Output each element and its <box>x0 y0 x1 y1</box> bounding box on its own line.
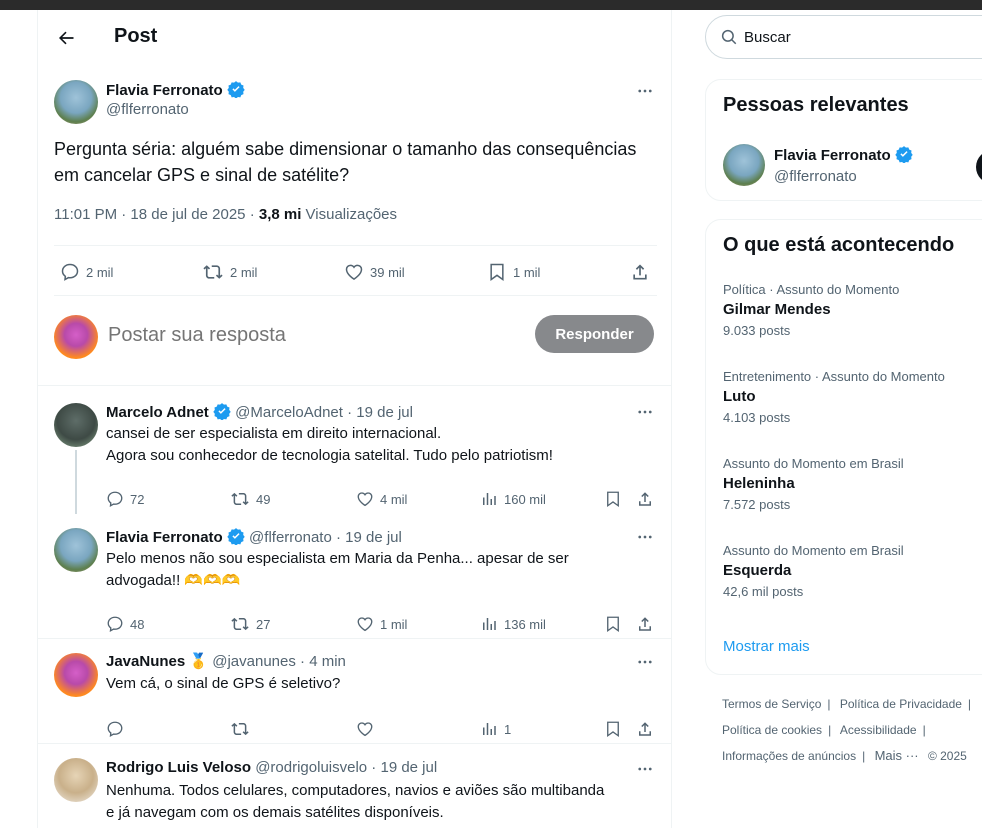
verified-badge-icon <box>227 80 245 98</box>
bookmark-icon <box>604 490 622 508</box>
heart-icon <box>356 490 374 508</box>
thread-line <box>75 450 77 514</box>
views-label: Visualizações <box>301 206 398 223</box>
trend-title: Esquerda <box>723 562 792 579</box>
trend-title: Gilmar Mendes <box>723 301 831 318</box>
reply-action[interactable] <box>60 262 113 282</box>
like-action[interactable] <box>344 262 405 282</box>
reply-text-line: Pelo menos não sou especialista em Maria da Penha... apesar de ser <box>106 550 569 567</box>
bookmark-action[interactable] <box>604 490 622 508</box>
trend-count: 4.103 posts <box>723 410 791 425</box>
avatar[interactable] <box>54 758 98 802</box>
reply-text-line: Agora sou conhecedor de tecnologia satelital. Tudo pelo patriotism! <box>106 447 553 464</box>
like-action[interactable] <box>356 615 407 633</box>
share-icon <box>636 615 654 633</box>
reply-icon <box>106 615 124 633</box>
trend-context: Assunto do Momento em Brasil <box>723 543 904 558</box>
author-name[interactable]: Flavia Ferronato <box>106 82 223 99</box>
trend-count: 42,6 mil posts <box>723 584 804 599</box>
like-count: 4 mil <box>380 491 408 507</box>
medal-badge-icon: 🥇 <box>189 653 209 670</box>
reply-count: 48 <box>130 616 145 632</box>
repost-icon <box>230 615 250 633</box>
share-action[interactable] <box>636 720 654 738</box>
footer-separator: | <box>862 749 866 763</box>
views-count: 1 <box>504 721 512 737</box>
repost-count: 49 <box>256 491 271 507</box>
footer-more-link[interactable]: Mais ··· <box>874 748 919 763</box>
footer-separator: | <box>828 723 832 737</box>
share-icon <box>636 490 654 508</box>
reply-date[interactable]: · 19 de jul <box>331 529 402 546</box>
footer-cookies-link[interactable]: Política de cookies <box>722 723 823 737</box>
repost-icon <box>230 490 250 508</box>
post-meta <box>54 206 397 223</box>
window-top-bar <box>0 0 982 10</box>
avatar[interactable] <box>54 80 98 124</box>
reply-header <box>106 759 437 776</box>
reply-text-line: e já navegam com os demais satélites disponíveis. <box>106 804 444 821</box>
repost-count: 2 mil <box>230 264 258 280</box>
verified-badge-icon <box>895 145 913 163</box>
views-action[interactable] <box>480 490 546 508</box>
reply-date[interactable]: · 19 de jul <box>342 404 413 421</box>
repost-action[interactable] <box>202 262 257 282</box>
views-chart-icon <box>480 490 498 508</box>
bookmark-action[interactable] <box>604 615 622 633</box>
footer-ads-link[interactable]: Informações de anúncios <box>722 749 857 763</box>
main-column <box>37 10 672 828</box>
avatar[interactable] <box>54 528 98 572</box>
back-arrow-icon[interactable] <box>50 22 82 54</box>
views-chart-icon <box>480 720 498 738</box>
reply-button[interactable]: Responder <box>535 315 654 353</box>
repost-action[interactable] <box>230 490 270 508</box>
trend-context: Assunto do Momento em Brasil <box>723 456 904 471</box>
relevant-person-name-row <box>774 145 913 165</box>
views-count: 3,8 mi <box>258 206 302 223</box>
views-action[interactable] <box>480 720 511 738</box>
follow-button[interactable] <box>976 150 982 184</box>
trend-item[interactable] <box>723 456 904 512</box>
trend-item[interactable] <box>723 369 945 425</box>
heart-icon <box>344 262 364 282</box>
reply-input[interactable] <box>108 321 508 349</box>
reply-action[interactable] <box>106 615 144 633</box>
views-count: 136 mil <box>504 616 546 632</box>
share-icon <box>636 720 654 738</box>
trend-item[interactable] <box>723 282 899 338</box>
reply-header <box>106 402 413 421</box>
author-handle[interactable]: @flferronato <box>106 101 189 118</box>
post-timestamp[interactable]: 11:01 PM · 18 de jul de 2025 · <box>54 206 259 223</box>
reply-action[interactable] <box>106 720 124 738</box>
divider <box>38 638 671 639</box>
avatar[interactable] <box>54 653 98 697</box>
post-header <box>38 10 671 65</box>
views-count: 160 mil <box>504 491 546 507</box>
avatar <box>54 315 98 359</box>
reply-text <box>106 423 666 467</box>
reply-text-line: cansei de ser especialista em direito internacional. <box>106 425 442 442</box>
footer-accessibility-link[interactable]: Acessibilidade <box>839 723 917 737</box>
right-sidebar <box>705 10 982 828</box>
author-handle[interactable]: @MarceloAdnet <box>235 404 343 421</box>
reply-count: 72 <box>130 491 145 507</box>
search-bar[interactable] <box>705 15 982 59</box>
heart-icon <box>356 720 374 738</box>
reply-header <box>106 652 346 670</box>
relevant-person-handle[interactable]: @flferronato <box>774 168 857 185</box>
avatar[interactable] <box>723 144 765 186</box>
more-options-icon[interactable] <box>636 82 654 105</box>
reply-icon <box>60 262 80 282</box>
trend-item[interactable] <box>723 543 904 599</box>
reply-text <box>106 548 666 592</box>
trending-title: O que está acontecendo <box>723 234 955 256</box>
trend-context: Política · Assunto do Momento <box>723 282 900 297</box>
like-count: 39 mil <box>370 264 405 280</box>
post-text-line: em cancelar GPS e sinal de satélite? <box>54 165 350 185</box>
repost-count: 27 <box>256 616 271 632</box>
trend-context: Entretenimento · Assunto do Momento <box>723 369 945 384</box>
bookmark-action[interactable] <box>604 720 622 738</box>
verified-badge-icon <box>227 527 245 545</box>
post-text-line: Pergunta séria: alguém sabe dimensionar o tamanho das consequências <box>54 139 637 159</box>
show-more-link[interactable]: Mostrar mais <box>723 638 810 655</box>
bookmark-icon <box>487 262 507 282</box>
repost-icon <box>230 720 250 738</box>
like-action[interactable] <box>356 720 374 738</box>
author-handle[interactable]: @rodrigoluisvelo <box>255 759 368 776</box>
divider <box>54 295 657 296</box>
bookmark-icon <box>604 615 622 633</box>
reply-composer <box>38 305 671 385</box>
reply-icon <box>106 490 124 508</box>
bookmark-icon <box>604 720 622 738</box>
author-handle[interactable]: @javanunes <box>212 653 296 670</box>
author-name-row <box>106 80 245 99</box>
footer-terms-link[interactable]: Termos de Serviço <box>722 697 822 711</box>
verified-badge-icon <box>213 402 231 420</box>
divider <box>54 245 657 246</box>
reply-header <box>106 527 402 546</box>
reply-text-line: Nenhuma. Todos celulares, computadores, navios e aviões são multibanda <box>106 782 605 799</box>
footer-copyright: © 2025 <box>927 749 967 763</box>
heart-icon <box>356 615 374 633</box>
views-action[interactable] <box>480 615 546 633</box>
trend-count: 9.033 posts <box>723 323 791 338</box>
trend-title: Luto <box>723 388 756 405</box>
post-text <box>54 136 664 188</box>
author-name[interactable]: Rodrigo Luis Veloso <box>106 759 252 776</box>
trending-card <box>705 219 982 675</box>
reply-action[interactable] <box>106 490 144 508</box>
repost-action[interactable] <box>230 615 270 633</box>
search-icon <box>720 28 738 46</box>
reply-text-line: Vem cá, o sinal de GPS é seletivo? <box>106 675 341 692</box>
divider <box>38 743 671 744</box>
footer-privacy-link[interactable]: Política de Privacidade <box>839 697 962 711</box>
author-name[interactable]: JavaNunes <box>106 653 186 670</box>
relevant-people-title: Pessoas relevantes <box>723 94 909 116</box>
avatar[interactable] <box>54 403 98 447</box>
share-action[interactable] <box>636 615 654 633</box>
share-action[interactable] <box>636 490 654 508</box>
relevant-people-card <box>705 79 982 201</box>
share-icon <box>630 262 650 282</box>
divider <box>38 385 671 386</box>
reply-icon <box>106 720 124 738</box>
views-chart-icon <box>480 615 498 633</box>
footer-separator: | <box>967 697 972 711</box>
page-title: Post <box>114 25 158 47</box>
reply-date[interactable]: · 19 de jul <box>367 759 438 776</box>
footer-links-row <box>722 748 973 763</box>
repost-action[interactable] <box>230 720 250 738</box>
author-name[interactable]: Flavia Ferronato <box>106 529 223 546</box>
footer-separator: | <box>827 697 831 711</box>
trend-count: 7.572 posts <box>723 497 791 512</box>
share-action[interactable] <box>630 262 650 282</box>
footer-links-row <box>722 723 932 737</box>
like-count: 1 mil <box>380 616 408 632</box>
like-action[interactable] <box>356 490 407 508</box>
reply-date[interactable]: · 4 min <box>295 653 346 670</box>
relevant-person-name[interactable]: Flavia Ferronato <box>774 147 891 164</box>
bookmark-count: 1 mil <box>513 264 541 280</box>
author-handle[interactable]: @flferronato <box>249 529 332 546</box>
reply-text <box>106 673 666 695</box>
repost-icon <box>202 262 224 282</box>
reply-text-line: advogada!! 🫶🫶🫶 <box>106 572 241 589</box>
footer-links-row <box>722 697 977 711</box>
reply-count: 2 mil <box>86 264 114 280</box>
author-name[interactable]: Marcelo Adnet <box>106 404 209 421</box>
footer-separator: | <box>922 723 926 737</box>
reply-text <box>106 780 666 824</box>
trend-title: Heleninha <box>723 475 795 492</box>
search-input[interactable] <box>744 29 974 46</box>
bookmark-action[interactable] <box>487 262 540 282</box>
